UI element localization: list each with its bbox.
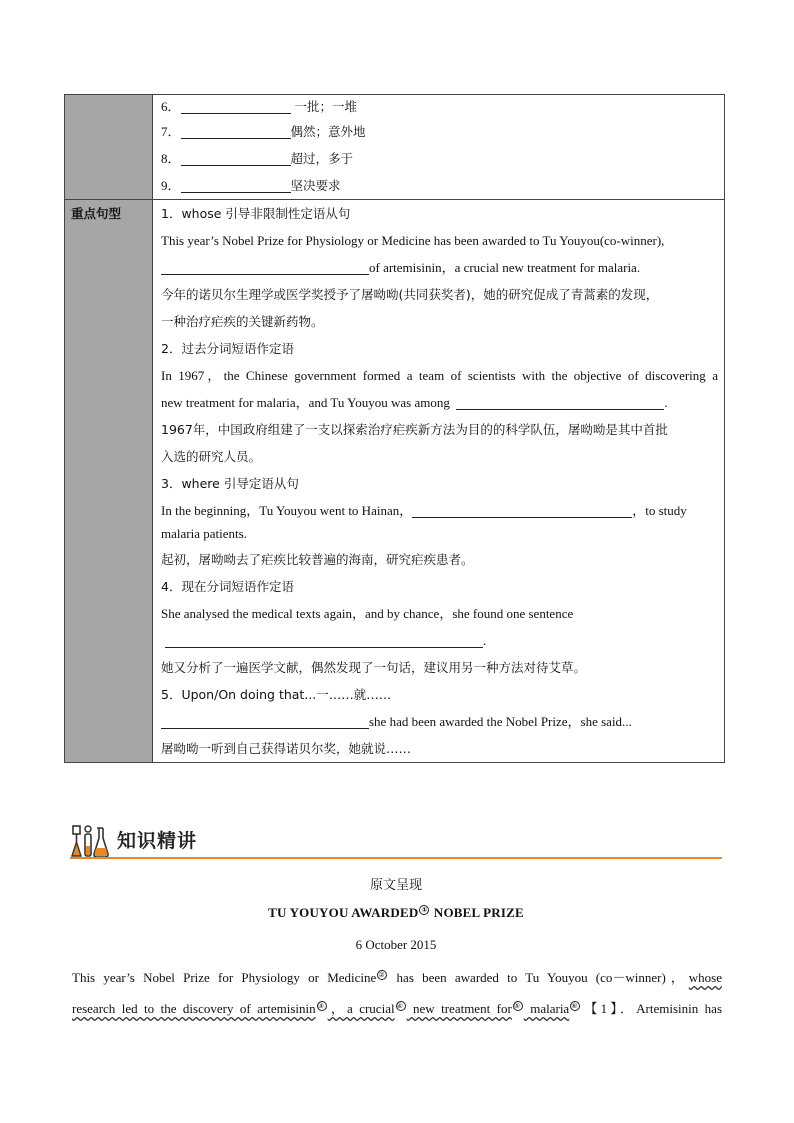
sentence-en: new treatment for malaria，and Tu Youyou was among .: [161, 395, 668, 410]
study-table: [64, 94, 725, 763]
sentence-en: She analysed the medical texts again，and by chance，she found one sentence: [161, 606, 574, 621]
sentence-en: malaria patients.: [161, 526, 247, 541]
lab-flask-icon: [70, 820, 110, 860]
fill-blank[interactable]: [181, 151, 291, 166]
note-marker: ①: [421, 906, 428, 914]
fill-blank[interactable]: [456, 395, 664, 410]
sentence-heading: 1．whose 引导非限制性定语从句: [161, 206, 351, 221]
article-paragraph-line: research led to the discovery of artemisinin ③ ，a crucial ④ new treatment for ⑤ malaria ⑥ 【1】．Artemisinin has: [72, 1001, 723, 1016]
fill-blank[interactable]: [181, 178, 291, 193]
vocab-item: 9． 坚决要求: [161, 178, 341, 193]
fill-blank[interactable]: [165, 633, 483, 648]
sentences-cell: [153, 200, 725, 763]
fill-blank[interactable]: [181, 99, 291, 114]
sentence-heading: 5．Upon/On doing that...一……就……: [161, 687, 392, 702]
vocab-item: 7． 偶然；意外地: [161, 124, 366, 139]
note-marker: ⑥: [570, 1001, 580, 1011]
article-title: TU YOUYOU AWARDED ① NOBEL PRIZE: [268, 905, 524, 920]
vocab-item: 6． 一批；一堆: [161, 99, 357, 114]
sentence-zh: 起初，屠呦呦去了疟疾比较普遍的海南，研究疟疾患者。: [161, 552, 474, 567]
fill-blank[interactable]: [181, 124, 291, 139]
fill-blank[interactable]: [161, 260, 369, 275]
sentence-heading: 2．过去分词短语作定语: [161, 341, 294, 356]
sentence-zh: 入选的研究人员。: [161, 449, 262, 464]
sentence-zh: 今年的诺贝尔生理学或医学奖授予了屠呦呦(共同获奖者)，她的研究促成了青蒿素的发现，: [161, 287, 659, 302]
sentence-zh: 屠呦呦一听到自己获得诺贝尔奖，她就说……: [161, 741, 412, 756]
sentence-zh: 1967年，中国政府组建了一支以探索治疗疟疾新方法为目的的科学队伍，屠呦呦是其中首批: [161, 422, 668, 437]
vocab-side-cell: [65, 95, 153, 200]
article-paragraph-line: This year’s Nobel Prize for Physiology or Medicine ② has been awarded to Tu Youyou (co－winner)，whose: [72, 970, 723, 985]
section-header: [70, 820, 722, 860]
sentence-en: of artemisinin，a crucial new treatment for malaria.: [161, 254, 718, 281]
sentence-en: .: [161, 627, 718, 654]
sentences-label: 重点句型: [65, 200, 153, 763]
article-subtitle: 原文呈现: [369, 878, 422, 893]
sentence-heading: 4．现在分词短语作定语: [161, 579, 294, 594]
note-marker: ④: [396, 1001, 406, 1011]
section-title: 知识精讲: [117, 830, 198, 852]
vocab-cell: [153, 95, 725, 200]
note-marker: ⑤: [513, 1001, 523, 1011]
note-marker: ③: [317, 1001, 327, 1011]
sentence-en: In the beginning，Tu Youyou went to Hainan， ，to study: [161, 503, 687, 518]
fill-blank[interactable]: [161, 714, 369, 729]
sentence-heading: 3．where 引导定语从句: [161, 476, 299, 491]
note-marker: ②: [377, 970, 387, 980]
section-divider: [70, 857, 722, 859]
sentence-en: In 1967，the Chinese government formed a team of scientists with the objective of discovering a: [161, 368, 718, 383]
sentence-zh: 一种治疗疟疾的关键新药物。: [161, 314, 324, 329]
article-date: 6 October 2015: [355, 937, 437, 952]
vocab-item: 8． 超过，多于: [161, 151, 354, 166]
fill-blank[interactable]: [412, 503, 632, 518]
sentence-en: This year’s Nobel Prize for Physiology or Medicine has been awarded to Tu Youyou(co-winner),: [161, 233, 665, 248]
sentence-en: she had been awarded the Nobel Prize，she said...: [161, 708, 718, 735]
sentence-zh: 她又分析了一遍医学文献，偶然发现了一句话，建议用另一种方法对待艾草。: [161, 660, 587, 675]
